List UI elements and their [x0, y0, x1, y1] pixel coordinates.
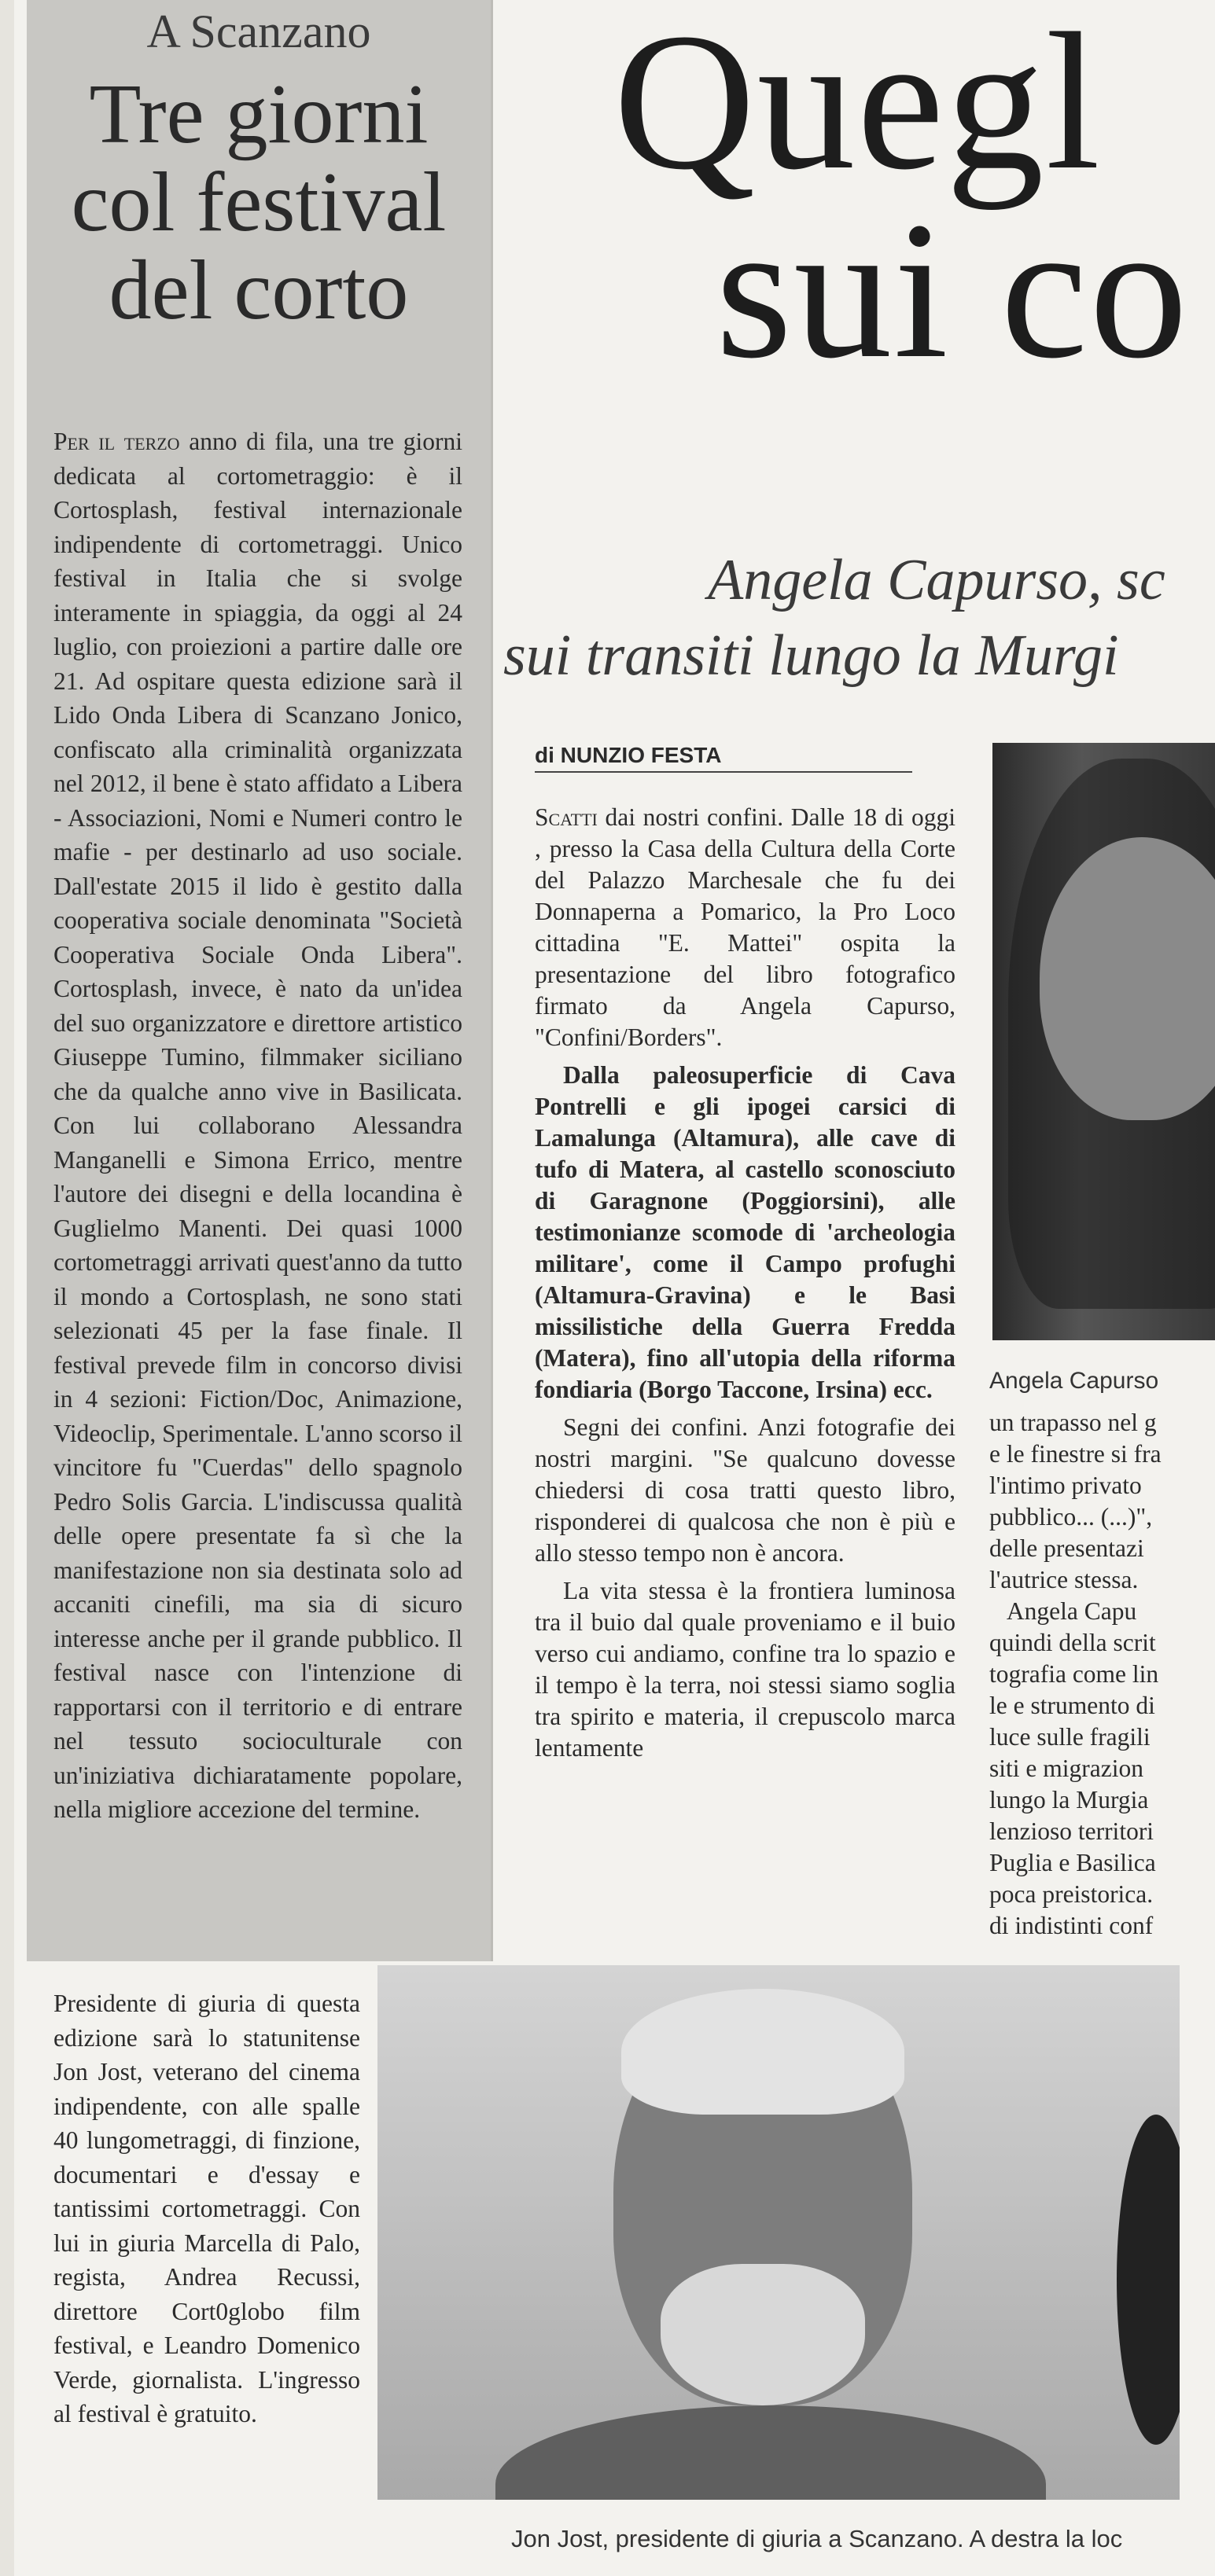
subhead-line: Angela Capurso, sc	[708, 548, 1165, 612]
right-article-column	[989, 1407, 1215, 1942]
article-paragraph: La vita stessa è la frontiera luminosa tra il buio dal quale proveniamo e il buio verso cui andiamo, confine tra lo spazio e il tempo è la terra, noi stessi siamo soglia tra spirito e materia, il crepuscolo marca lentamente	[535, 1577, 955, 1762]
photo-hair	[621, 1989, 904, 2115]
article-paragraph: Dalla paleosuperficie di Cava Pontrelli e gli ipogei carsici di Lamalunga (Altamura), alle cave di tufo di Matera, al castello sconosciuto di Garagnone (Poggiorsini), alle testimonianze scomode di 'archeologia militare', come il Campo profughi (Altamura-Gravina) e le Basi missilistiche della Guerra Fredda (Matera), fino all'utopia della riforma fondiaria (Borgo Taccone, Irsina) ecc.	[535, 1061, 955, 1403]
sidebar-headline	[27, 68, 491, 337]
sidebar-body-lead: Per il terzo	[53, 428, 180, 455]
jon-jost-photo	[377, 1965, 1180, 2500]
right-column-line: le e strumento di	[989, 1692, 1155, 1719]
main-headline	[613, 8, 1215, 385]
jon-jost-photo-caption: Jon Jost, presidente di giuria a Scanzano. A destra la loc	[511, 2525, 1123, 2552]
right-column-line: e le finestre si fra	[989, 1440, 1162, 1468]
right-column-line: luce sulle fragili	[989, 1723, 1151, 1751]
right-column-line: lungo la Murgia	[989, 1786, 1149, 1813]
sidebar-headline-line: Tre giorni	[89, 68, 429, 161]
photo-beard	[661, 2264, 865, 2405]
right-column-line: Angela Capu	[989, 1597, 1137, 1625]
right-column-line: l'autrice stessa.	[989, 1566, 1139, 1593]
right-column-line: quindi della scrit	[989, 1629, 1156, 1656]
sidebar-headline-line: col festival	[71, 156, 447, 249]
right-column-line: delle presentazi	[989, 1534, 1144, 1562]
paragraph-lead: Scatti	[535, 803, 598, 831]
main-headline-line: sui co	[716, 182, 1190, 385]
page-edge	[0, 0, 14, 2576]
right-column-line: un trapasso nel g	[989, 1409, 1157, 1436]
author-photo-caption: Angela Capurso	[989, 1368, 1159, 1394]
main-article-column	[535, 802, 955, 1770]
author-photo	[992, 743, 1215, 1340]
right-column-line: lenzioso territori	[989, 1817, 1154, 1845]
right-column-line: siti e migrazion	[989, 1755, 1143, 1782]
byline: di NUNZIO FESTA	[535, 743, 912, 773]
paragraph-text: dai nostri confini. Dalle 18 di oggi , presso la Casa della Cultura della Corte del Palazzo Marchesale che fu dei Donnaperna a Pomarico, la Pro Loco cittadina "E. Mattei" ospita la presentazione del libro fotografico firmato da Angela Capurso, "Confini/Borders".	[535, 803, 955, 1051]
article-paragraph	[535, 802, 955, 1053]
right-column-line: poca preistorica.	[989, 1880, 1154, 1908]
subhead-line: sui transiti lungo la Murgi	[503, 623, 1119, 688]
sidebar-headline-line: del corto	[109, 244, 409, 337]
right-column-line: tografia come lin	[989, 1660, 1159, 1688]
sidebar-body	[53, 424, 462, 1827]
sidebar-body-continued: Presidente di giuria di questa edizione sarà lo statunitense Jon Jost, veterano del cinema indipendente, con alle spalle 40 lungometraggi, di finzione, documentari e d'essay e tantissimi cortometraggi. Con lui in giuria Marcella di Palo, regista, Andrea Recussi, direttore Cort0globo film festival, e Leandro Domenico Verde, giornalista. L'ingresso al festival è gratuito.	[53, 1990, 360, 2427]
sidebar-body-text: anno di fila, una tre giorni dedicata al cortometraggio: è il Cortosplash, festival internazionale indipendente di cortometraggi. Unico festival in Italia che si svolge interamente in spiaggia, da oggi al 24 luglio, con proiezioni a partire dalle ore 21. Ad ospitare questa edizione sarà il Lido Onda Libera di Scanzano Jonico, confiscato alla criminalità organizzata nel 2012, il bene è stato affidato a Libera - Associazioni, Nomi e Numeri contro le mafie - per destinarlo ad uso sociale. Dall'estate 2015 il lido è gestito dalla cooperativa sociale denominata "Società Cooperativa Sociale Onda Libera". Cortosplash, invece, è nato da un'idea del suo organizzatore e direttore artistico Giuseppe Tumino, filmmaker siciliano che da qualche anno vive in Basilicata. Con lui collaborano Alessandra Manganelli e Simona Errico, mentre l'autore dei disegni e della locandina è Guglielmo Manenti. Dei quasi 1000 cortometraggi arrivati quest'anno da tutto il mondo a Cortosplash, ne sono stati selezionati 45 per la fase finale. Il festival prevede film in concorso divisi in 4 sezioni: Fiction/Doc, Animazione, Videoclip, Sperimentale. L'anno scorso il vincitore fu "Cuerdas" dello spagnolo Pedro Solis Garcia. L'indiscussa qualità delle opere presentate fa sì che la manifestazione non sia destinata solo ad accaniti cinefili, ma sia di sicuro interesse anche per il grande pubblico. Il festival nasce con l'intenzione di rapportarsi con il territorio e di entrare nel tessuto socioculturale con un'iniziativa dichiaratamente popolare, nella migliore accezione del termine.	[53, 428, 463, 1823]
sidebar-kicker: A Scanzano	[146, 6, 371, 57]
main-headline-line: Quegl	[613, 8, 1102, 211]
right-column-line: di indistinti conf	[989, 1912, 1154, 1939]
right-column-line: Puglia e Basilica	[989, 1849, 1156, 1876]
main-subheadline	[503, 542, 1215, 693]
right-column-line: l'intimo privato	[989, 1472, 1142, 1499]
article-paragraph: Segni dei confini. Anzi fotografie dei nostri margini. "Se qualcuno dovesse chiedersi di cosa tratti questo libro, risponderei di qualcosa che non è più e allo stesso tempo non è ancora.	[535, 1413, 955, 1567]
right-column-line: pubblico... (...)",	[989, 1503, 1153, 1531]
